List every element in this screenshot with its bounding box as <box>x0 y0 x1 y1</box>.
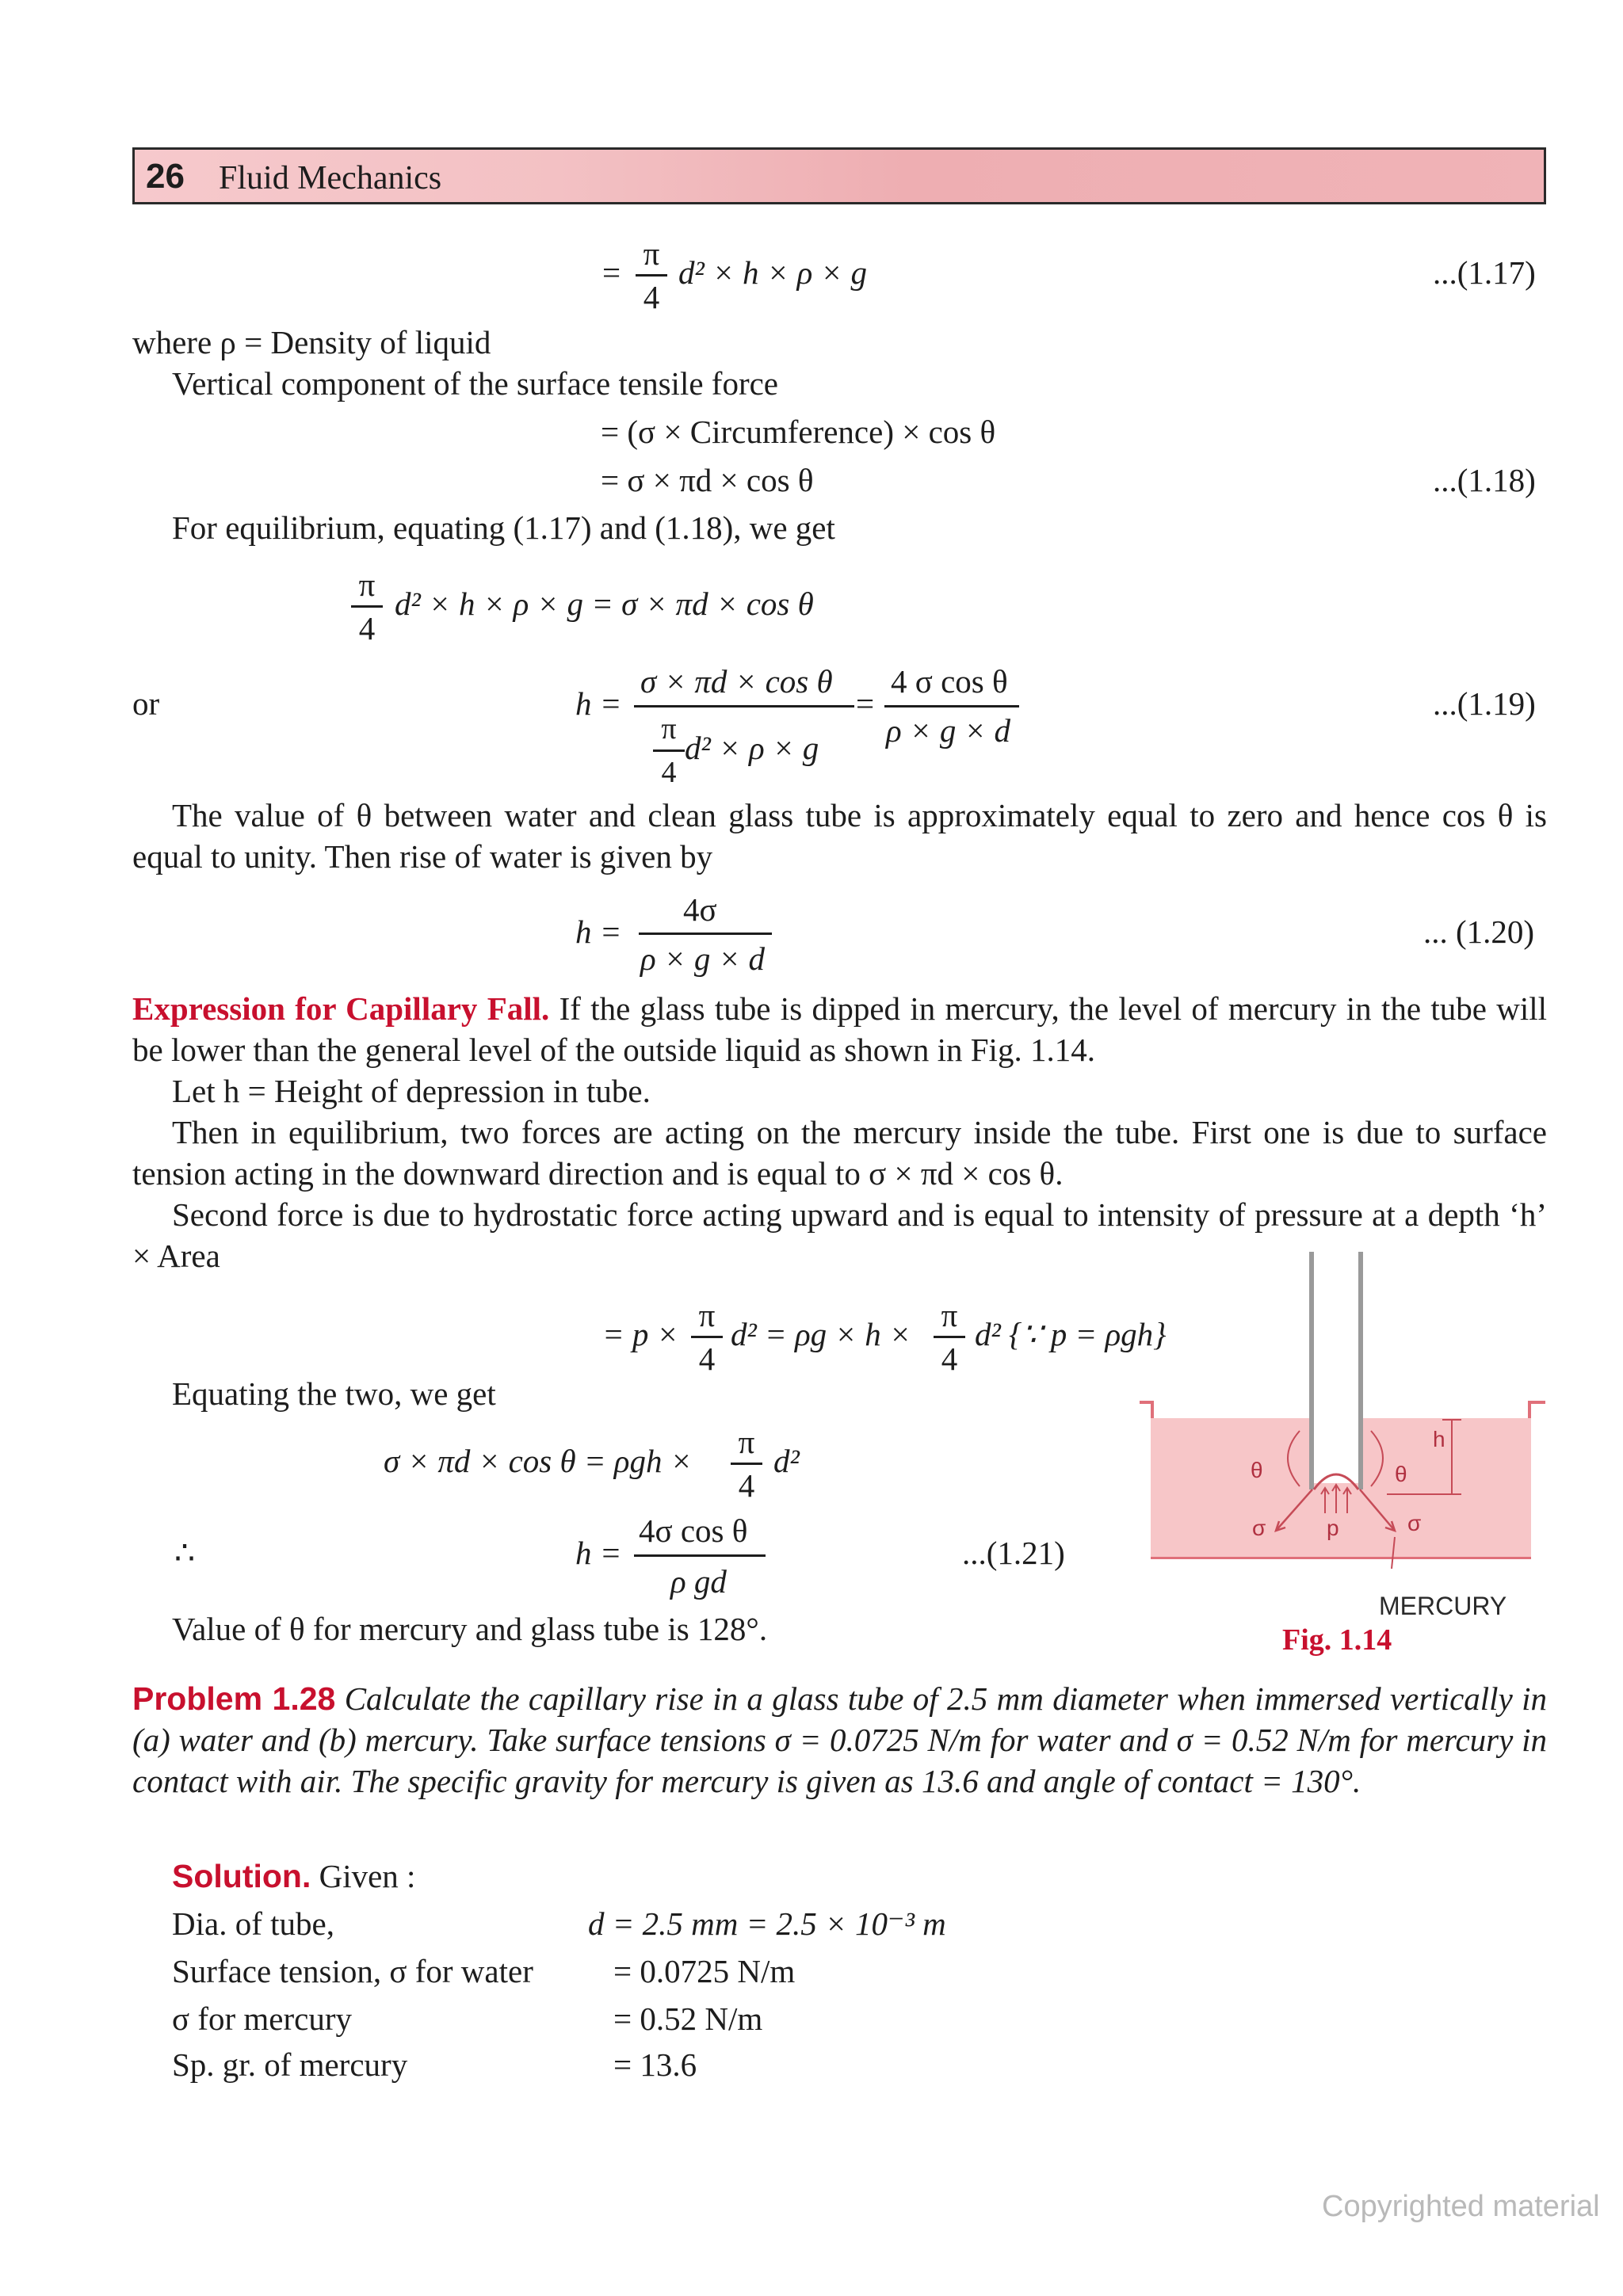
frac-bar <box>934 1336 965 1338</box>
fraction-pi-over-4 <box>691 1296 723 1378</box>
frac2-den: ρ × g × d <box>886 712 1011 749</box>
frac-bar <box>636 274 667 277</box>
eq-or: or <box>132 685 160 722</box>
problem-text: Calculate the capillary rise in a glass tube of 2.5 mm diameter when immersed vertically in (a) water and (b) mercury. Take surface tensions σ = 0.0725 N/m for water and σ = 0.52 N/m for mercury in contact with air. The specific gravity for mercury is given as 13.6 and angle of contact = 130°. <box>132 1680 1548 1799</box>
eq-expr: = σ × πd × cos θ <box>601 462 814 498</box>
eq-lhs: h = <box>575 1535 622 1571</box>
book-title: Fluid Mechanics <box>219 160 442 196</box>
where-rho: where ρ = Density of liquid <box>132 324 491 360</box>
frac-num: π <box>643 235 660 272</box>
given-label: σ for mercury <box>172 2000 353 2037</box>
running-header <box>132 147 1546 204</box>
tube-wall-right <box>1358 1252 1363 1489</box>
label-sigma-right: σ <box>1407 1511 1422 1535</box>
eq-tag: ... (1.20) <box>1423 913 1535 950</box>
frac-num: π <box>661 712 677 746</box>
frac-num: π <box>358 566 376 603</box>
given-label: Dia. of tube, <box>172 1905 334 1942</box>
therefore-symbol: ∴ <box>174 1535 196 1571</box>
paragraph-text: Second force is due to hydrostatic force acting upward and is equal to intensity of pressure at a depth ‘h’ × Area <box>132 1196 1547 1274</box>
label-p: p <box>1327 1516 1339 1540</box>
frac-den: 4 <box>941 1341 958 1377</box>
label-mercury: MERCURY <box>1379 1592 1507 1620</box>
frac-bar <box>691 1336 723 1338</box>
frac-den: 4 <box>358 610 376 646</box>
paragraph-text: The value of θ between water and clean glass tube is approximately equal to zero and hence cos θ is equal to unity. Then rise of water is given by <box>132 797 1547 875</box>
eq-equals: = <box>856 685 875 722</box>
tube-interior <box>1314 1252 1358 1483</box>
paragraph-capillary-fall <box>132 988 1547 1070</box>
frac-bar <box>634 1554 766 1557</box>
eq-tag: ...(1.17) <box>1433 254 1536 291</box>
eq-tag: ...(1.18) <box>1433 462 1536 498</box>
pressure-arrows <box>1321 1485 1351 1513</box>
given-value: = 0.0725 N/m <box>613 1953 796 1989</box>
eq-lhs: h = <box>575 685 622 722</box>
frac-den: 4 <box>661 756 677 789</box>
frac-num: π <box>738 1424 755 1460</box>
fraction-pi-over-4 <box>636 235 667 316</box>
solution-heading: Solution. <box>172 1858 311 1894</box>
value-theta-mercury: Value of θ for mercury and glass tube is 128°. <box>172 1611 768 1647</box>
solution-heading-line <box>172 1855 415 1897</box>
given-value: = 0.52 N/m <box>613 2000 763 2037</box>
eq-lhs: σ × πd × cos θ = ρgh × <box>384 1443 693 1479</box>
given-label: Surface tension, σ for water <box>172 1953 533 1989</box>
frac-bar <box>351 605 383 608</box>
eq-lhs: h = <box>575 913 622 950</box>
let-h: Let h = Height of depression in tube. <box>172 1073 651 1109</box>
paragraph-text: If the glass tube is dipped in mercury, the level of mercury in the tube will be lower than the general level of the outside liquid as shown in Fig. 1.14. <box>132 990 1548 1068</box>
eq-part-a: = p × <box>602 1316 679 1352</box>
given-value: = 13.6 <box>613 2046 697 2083</box>
problem-heading: Problem 1.28 <box>132 1680 336 1717</box>
frac-num: 4σ cos θ <box>639 1512 748 1549</box>
eq-part-c: d² {∵ p = ρgh} <box>975 1316 1167 1352</box>
frac1-den-rest: d² × ρ × g <box>685 730 819 766</box>
eq-circumference: = (σ × Circumference) × cos θ <box>601 414 996 450</box>
frac-num: π <box>698 1297 716 1333</box>
eq-part-b: d² = ρg × h × <box>731 1316 911 1352</box>
for-equilibrium: For equilibrium, equating (1.17) and (1.18), we get <box>172 509 835 546</box>
frac2-num: 4 σ cos θ <box>891 663 1008 700</box>
given-label: Sp. gr. of mercury <box>172 2046 408 2083</box>
frac2-bar <box>884 705 1019 707</box>
frac-den: 4 <box>698 1341 716 1377</box>
eq-rhs: d² × h × ρ × g = σ × πd × cos θ <box>395 585 814 622</box>
eq-equals: = <box>602 254 621 291</box>
paragraph-equilibrium <box>132 1112 1547 1194</box>
capillary-fall-figure <box>1133 1252 1553 1664</box>
label-sigma-left: σ <box>1252 1516 1266 1540</box>
frac-den: 4 <box>643 279 660 315</box>
paragraph-theta <box>132 795 1547 877</box>
eq-rhs: d² × h × ρ × g <box>678 254 867 291</box>
frac-den: ρ gd <box>670 1563 727 1600</box>
eq-tag: ...(1.19) <box>1433 685 1536 722</box>
frac-bar <box>653 749 685 752</box>
frac-num: 4σ <box>683 891 717 928</box>
frac1-num: σ × πd × cos θ <box>640 663 833 700</box>
frac-bar <box>639 933 772 935</box>
figure-caption: Fig. 1.14 <box>1282 1623 1392 1657</box>
label-theta-right: θ <box>1395 1462 1407 1486</box>
paragraph-text: Then in equilibrium, two forces are acting on the mercury inside the tube. First one is due to surface tension acting in the downward direction and is equal to σ × πd × cos θ. <box>132 1114 1547 1192</box>
frac-den: 4 <box>738 1467 755 1504</box>
section-heading: Expression for Capillary Fall. <box>132 990 550 1027</box>
fraction-pi-over-4 <box>351 566 383 647</box>
solution-given: Given : <box>319 1858 416 1894</box>
frac-num: π <box>941 1297 958 1333</box>
equating-two: Equating the two, we get <box>172 1375 496 1412</box>
frac1-bar <box>634 705 854 707</box>
tube-wall-left <box>1309 1252 1314 1489</box>
eq-rhs: d² <box>773 1443 800 1479</box>
problem-1-28 <box>132 1678 1547 1802</box>
label-theta-left: θ <box>1251 1458 1263 1482</box>
frac1-den-fraction <box>653 710 685 791</box>
fraction-pi-over-4 <box>731 1423 762 1505</box>
vertical-component: Vertical component of the surface tensile force <box>172 365 778 402</box>
copyright-watermark: Copyrighted material <box>1322 2190 1600 2223</box>
page-number: 26 <box>146 157 185 196</box>
given-value: d = 2.5 mm = 2.5 × 10⁻³ m <box>588 1905 946 1942</box>
frac-bar <box>731 1463 762 1465</box>
label-h: h <box>1433 1427 1445 1451</box>
frac-den: ρ × g × d <box>640 940 766 977</box>
eq-tag: ...(1.21) <box>962 1535 1065 1571</box>
fraction-pi-over-4 <box>934 1296 965 1378</box>
